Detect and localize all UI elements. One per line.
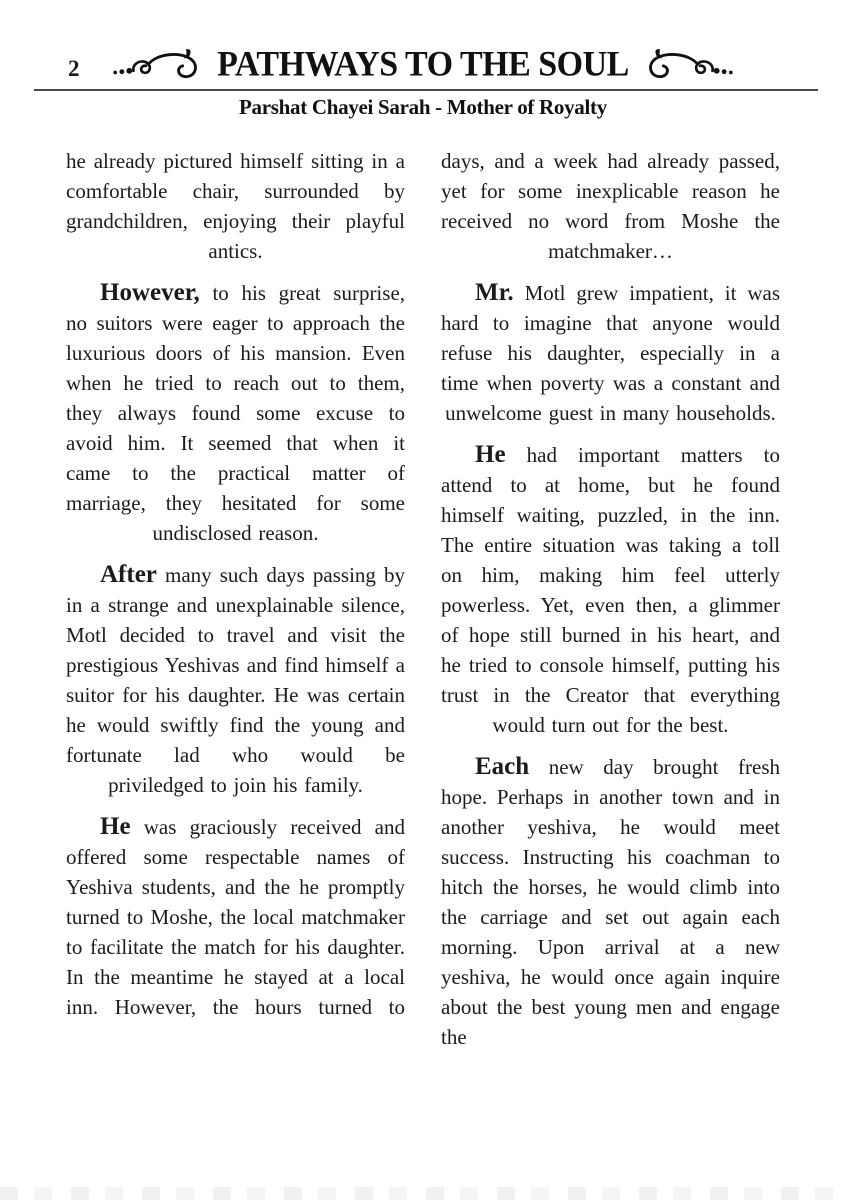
page-number: 2 xyxy=(68,56,80,81)
flourish-left-icon xyxy=(111,47,211,83)
paragraph-lead: However, xyxy=(100,279,200,306)
title-row xyxy=(0,46,846,84)
page-title: PATHWAYS TO THE SOUL xyxy=(217,45,629,84)
paragraph-text: had important matters to attend to at home, but he found himself waiting, puzzled, in the inn. The entire situation was taking a toll on him, making him feel utterly powerless. Yet, even then, a glimmer of hope still burned in his heart, and he tried to console himself, putting his trust in the Creator that everything would turn out for the best. xyxy=(441,443,781,737)
paragraph xyxy=(441,146,780,266)
paragraph-lead: He xyxy=(100,813,131,840)
flourish-right-icon xyxy=(635,47,735,83)
paragraph xyxy=(441,278,780,428)
paragraph xyxy=(441,440,780,740)
paragraph-text: new day brought fresh hope. Perhaps in another town and in another yeshiva, he would meet success. Instructing his coachman to hitch the horses, he would climb into the carriage and set out again each morning. Upon arrival at a new yeshiva, he would once again inquire about the best young men and engage the xyxy=(441,755,780,1049)
paragraph xyxy=(66,278,405,548)
page-subtitle: Parshat Chayei Sarah - Mother of Royalty xyxy=(239,95,607,119)
paragraph-text: he already pictured himself sitting in a comfortable chair, surrounded by grandchildren, enjoying their playful antics. xyxy=(66,149,405,263)
paragraph-lead: After xyxy=(100,561,157,588)
page-bottom-scan-noise xyxy=(0,1187,846,1200)
page-header xyxy=(0,0,846,120)
paragraph xyxy=(66,812,405,1022)
text-columns xyxy=(0,146,846,1064)
paragraph-lead: Mr. xyxy=(475,279,514,306)
paragraph xyxy=(441,752,780,1052)
paragraph-lead: Each xyxy=(475,753,530,780)
paragraph-text: was graciously received and offered some respectable names of Yeshiva students, and the he promptly turned to Moshe, the local matchmaker to facilitate the match for his daughter. In the meantime he stayed at a local inn. However, the hours turned to xyxy=(66,815,405,1019)
paragraph xyxy=(66,146,405,266)
paragraph-lead: He xyxy=(475,441,506,468)
paragraph xyxy=(66,560,405,800)
right-column xyxy=(441,146,780,1064)
paragraph-text: to his great surprise, no suitors were eager to approach the luxurious doors of his mansion. Even when he tried to reach out to them, they always found some excuse to avoid him. It seemed that when it came to the practical matter of marriage, they hesitated for some undisclosed reason. xyxy=(66,281,406,545)
paragraph-text: Motl grew impatient, it was hard to imagine that anyone would refuse his daughter, especially in a time when poverty was a constant and unwelcome guest in many households. xyxy=(441,281,781,425)
header-rule xyxy=(34,89,818,91)
paragraph-text: many such days passing by in a strange and unexplainable silence, Motl decided to travel and visit the prestigious Yeshivas and find himself a suitor for his daughter. He was certain he would swiftly find the young and fortunate lad who would be priviledged to join his family. xyxy=(66,563,405,797)
paragraph-text: days, and a week had already passed, yet for some inexplicable reason he received no word from Moshe the matchmaker… xyxy=(441,149,780,263)
left-column xyxy=(66,146,405,1064)
